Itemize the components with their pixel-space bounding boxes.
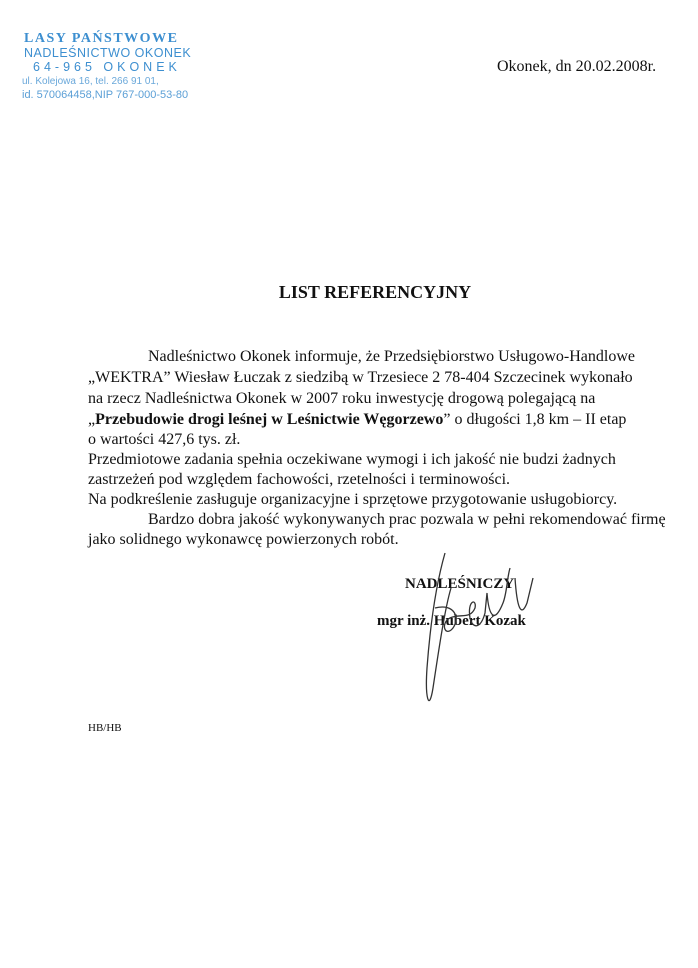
project-name: Przebudowie drogi leśnej w Leśnictwie Węgorzewo — [95, 411, 444, 428]
body-line: Bardzo dobra jakość wykonywanych prac pozwala w pełni rekomendować firmę — [148, 511, 666, 528]
body-text: ” o długości 1,8 km – II etap — [443, 411, 627, 428]
page-title: LIST REFERENCYJNY — [278, 282, 472, 302]
stamp-line: id. 570064458,NIP 767-000-53-80 — [22, 89, 189, 101]
stamp-line: 64-965 OKONEK — [33, 60, 181, 74]
handwritten-signature — [415, 548, 555, 718]
body-line: zastrzeżeń pod względem fachowości, rzetelności i terminowości. — [88, 471, 511, 488]
initials: HB/HB — [88, 722, 122, 734]
letter-date: Okonek, dn 20.02.2008r. — [497, 58, 657, 75]
body-line: Na podkreślenie zasługuje organizacyjne i sprzętowe przygotowanie usługobiorcy. — [88, 491, 618, 508]
body-line: Przedmiotowe zadania spełnia oczekiwane wymogi i ich jakość nie budzi żadnych — [88, 451, 616, 468]
body-line: na rzecz Nadleśnictwa Okonek w 2007 roku inwestycję drogową polegającą na — [88, 390, 596, 407]
stamp-line: LASY PAŃSTWOWE — [24, 31, 179, 46]
body-line — [88, 410, 626, 430]
body-line: jako solidnego wykonawcę powierzonych robót. — [88, 531, 399, 548]
signatory-name: mgr inż. Hubert Kozak — [377, 613, 526, 629]
body-line: „WEKTRA” Wiesław Łuczak z siedzibą w Trzesiece 2 78-404 Szczecinek wykonało — [88, 369, 633, 386]
stamp-line: ul. Kolejowa 16, tel. 266 91 01, — [22, 76, 159, 87]
body-line: Nadleśnictwo Okonek informuje, że Przedsiębiorstwo Usługowo-Handlowe — [148, 348, 635, 365]
stamp-line: NADLEŚNICTWO OKONEK — [24, 46, 192, 60]
quote-open: „ — [88, 411, 96, 428]
signatory-role: NADLEŚNICZY — [405, 576, 515, 592]
body-line: o wartości 427,6 tys. zł. — [88, 431, 241, 448]
